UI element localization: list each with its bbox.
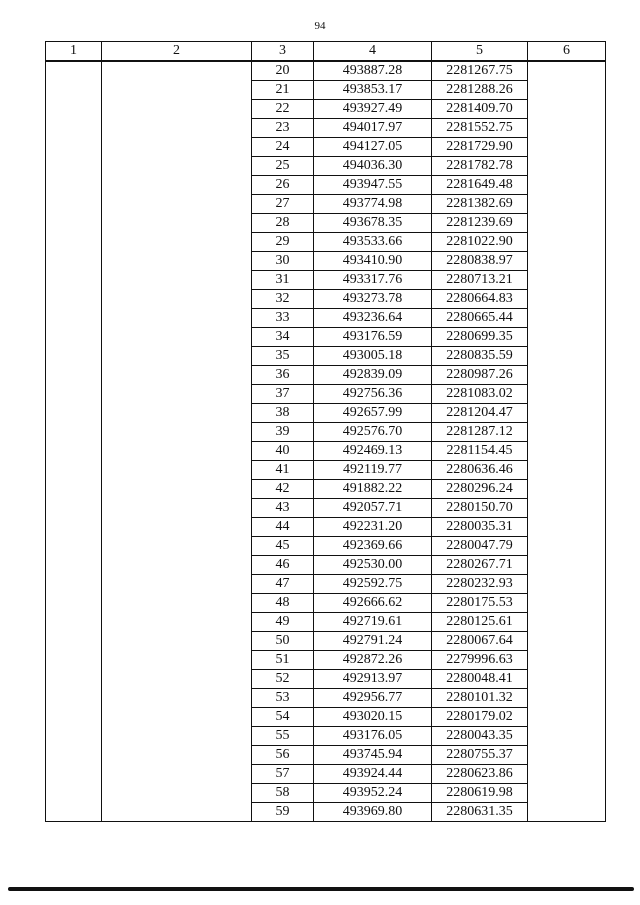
x-coordinate-cell: 493952.24 — [314, 784, 432, 803]
y-coordinate-cell: 2281382.69 — [432, 195, 528, 214]
x-coordinate-cell: 492956.77 — [314, 689, 432, 708]
point-number-cell: 21 — [252, 81, 314, 100]
x-coordinate-cell: 493020.15 — [314, 708, 432, 727]
x-coordinate-cell: 493236.64 — [314, 309, 432, 328]
column-header: 1 — [46, 42, 102, 62]
point-number-cell: 48 — [252, 594, 314, 613]
y-coordinate-cell: 2280150.70 — [432, 499, 528, 518]
column-header: 5 — [432, 42, 528, 62]
x-coordinate-cell: 492756.36 — [314, 385, 432, 404]
x-coordinate-cell: 493924.44 — [314, 765, 432, 784]
table-header-row — [46, 42, 606, 62]
column-header: 2 — [102, 42, 252, 62]
y-coordinate-cell: 2280101.32 — [432, 689, 528, 708]
y-coordinate-cell: 2280699.35 — [432, 328, 528, 347]
y-coordinate-cell: 2281409.70 — [432, 100, 528, 119]
point-number-cell: 32 — [252, 290, 314, 309]
x-coordinate-cell: 493947.55 — [314, 176, 432, 195]
column-header: 6 — [528, 42, 606, 62]
table-row — [46, 61, 606, 81]
x-coordinate-cell: 492791.24 — [314, 632, 432, 651]
point-number-cell: 24 — [252, 138, 314, 157]
y-coordinate-cell: 2280232.93 — [432, 575, 528, 594]
y-coordinate-cell: 2281022.90 — [432, 233, 528, 252]
x-coordinate-cell: 493927.49 — [314, 100, 432, 119]
point-number-cell: 49 — [252, 613, 314, 632]
y-coordinate-cell: 2280043.35 — [432, 727, 528, 746]
point-number-cell: 54 — [252, 708, 314, 727]
y-coordinate-cell: 2280623.86 — [432, 765, 528, 784]
point-number-cell: 50 — [252, 632, 314, 651]
x-coordinate-cell: 492913.97 — [314, 670, 432, 689]
x-coordinate-cell: 492839.09 — [314, 366, 432, 385]
point-number-cell: 30 — [252, 252, 314, 271]
point-number-cell: 57 — [252, 765, 314, 784]
point-number-cell: 36 — [252, 366, 314, 385]
point-number-cell: 52 — [252, 670, 314, 689]
column-1-cell — [46, 61, 102, 822]
x-coordinate-cell: 492576.70 — [314, 423, 432, 442]
x-coordinate-cell: 492719.61 — [314, 613, 432, 632]
y-coordinate-cell: 2280619.98 — [432, 784, 528, 803]
point-number-cell: 38 — [252, 404, 314, 423]
point-number-cell: 25 — [252, 157, 314, 176]
y-coordinate-cell: 2281267.75 — [432, 61, 528, 81]
y-coordinate-cell: 2281729.90 — [432, 138, 528, 157]
point-number-cell: 27 — [252, 195, 314, 214]
point-number-cell: 39 — [252, 423, 314, 442]
table-body — [46, 61, 606, 822]
x-coordinate-cell: 492666.62 — [314, 594, 432, 613]
y-coordinate-cell: 2281649.48 — [432, 176, 528, 195]
y-coordinate-cell: 2280664.83 — [432, 290, 528, 309]
x-coordinate-cell: 492369.66 — [314, 537, 432, 556]
point-number-cell: 33 — [252, 309, 314, 328]
y-coordinate-cell: 2280713.21 — [432, 271, 528, 290]
point-number-cell: 23 — [252, 119, 314, 138]
x-coordinate-cell: 493005.18 — [314, 347, 432, 366]
point-number-cell: 20 — [252, 61, 314, 81]
point-number-cell: 34 — [252, 328, 314, 347]
y-coordinate-cell: 2280665.44 — [432, 309, 528, 328]
point-number-cell: 43 — [252, 499, 314, 518]
x-coordinate-cell: 493176.59 — [314, 328, 432, 347]
y-coordinate-cell: 2281154.45 — [432, 442, 528, 461]
footer-rule — [8, 887, 634, 891]
y-coordinate-cell: 2280838.97 — [432, 252, 528, 271]
y-coordinate-cell: 2281239.69 — [432, 214, 528, 233]
x-coordinate-cell: 494036.30 — [314, 157, 432, 176]
x-coordinate-cell: 492657.99 — [314, 404, 432, 423]
x-coordinate-cell: 493176.05 — [314, 727, 432, 746]
column-2-cell — [102, 61, 252, 822]
point-number-cell: 47 — [252, 575, 314, 594]
point-number-cell: 51 — [252, 651, 314, 670]
y-coordinate-cell: 2281552.75 — [432, 119, 528, 138]
x-coordinate-cell: 493273.78 — [314, 290, 432, 309]
column-header: 3 — [252, 42, 314, 62]
x-coordinate-cell: 493678.35 — [314, 214, 432, 233]
y-coordinate-cell: 2281083.02 — [432, 385, 528, 404]
point-number-cell: 44 — [252, 518, 314, 537]
column-header: 4 — [314, 42, 432, 62]
coordinates-table — [45, 41, 606, 822]
y-coordinate-cell: 2280631.35 — [432, 803, 528, 822]
y-coordinate-cell: 2281287.12 — [432, 423, 528, 442]
y-coordinate-cell: 2280067.64 — [432, 632, 528, 651]
x-coordinate-cell: 493317.76 — [314, 271, 432, 290]
x-coordinate-cell: 492057.71 — [314, 499, 432, 518]
point-number-cell: 29 — [252, 233, 314, 252]
point-number-cell: 28 — [252, 214, 314, 233]
x-coordinate-cell: 493887.28 — [314, 61, 432, 81]
x-coordinate-cell: 492119.77 — [314, 461, 432, 480]
point-number-cell: 35 — [252, 347, 314, 366]
column-6-cell — [528, 61, 606, 822]
y-coordinate-cell: 2281782.78 — [432, 157, 528, 176]
y-coordinate-cell: 2280179.02 — [432, 708, 528, 727]
point-number-cell: 58 — [252, 784, 314, 803]
point-number-cell: 37 — [252, 385, 314, 404]
x-coordinate-cell: 492469.13 — [314, 442, 432, 461]
point-number-cell: 45 — [252, 537, 314, 556]
page-number: 94 — [314, 20, 326, 32]
x-coordinate-cell: 492231.20 — [314, 518, 432, 537]
x-coordinate-cell: 491882.22 — [314, 480, 432, 499]
y-coordinate-cell: 2280035.31 — [432, 518, 528, 537]
point-number-cell: 46 — [252, 556, 314, 575]
x-coordinate-cell: 494017.97 — [314, 119, 432, 138]
x-coordinate-cell: 493410.90 — [314, 252, 432, 271]
x-coordinate-cell: 493533.66 — [314, 233, 432, 252]
x-coordinate-cell: 492592.75 — [314, 575, 432, 594]
y-coordinate-cell: 2280048.41 — [432, 670, 528, 689]
x-coordinate-cell: 493853.17 — [314, 81, 432, 100]
point-number-cell: 26 — [252, 176, 314, 195]
y-coordinate-cell: 2280047.79 — [432, 537, 528, 556]
x-coordinate-cell: 494127.05 — [314, 138, 432, 157]
y-coordinate-cell: 2280987.26 — [432, 366, 528, 385]
y-coordinate-cell: 2280175.53 — [432, 594, 528, 613]
point-number-cell: 53 — [252, 689, 314, 708]
point-number-cell: 22 — [252, 100, 314, 119]
y-coordinate-cell: 2279996.63 — [432, 651, 528, 670]
point-number-cell: 59 — [252, 803, 314, 822]
point-number-cell: 41 — [252, 461, 314, 480]
x-coordinate-cell: 493969.80 — [314, 803, 432, 822]
y-coordinate-cell: 2280296.24 — [432, 480, 528, 499]
x-coordinate-cell: 492530.00 — [314, 556, 432, 575]
y-coordinate-cell: 2280835.59 — [432, 347, 528, 366]
y-coordinate-cell: 2281204.47 — [432, 404, 528, 423]
point-number-cell: 42 — [252, 480, 314, 499]
y-coordinate-cell: 2280267.71 — [432, 556, 528, 575]
x-coordinate-cell: 492872.26 — [314, 651, 432, 670]
y-coordinate-cell: 2280125.61 — [432, 613, 528, 632]
x-coordinate-cell: 493745.94 — [314, 746, 432, 765]
point-number-cell: 56 — [252, 746, 314, 765]
point-number-cell: 31 — [252, 271, 314, 290]
point-number-cell: 55 — [252, 727, 314, 746]
x-coordinate-cell: 493774.98 — [314, 195, 432, 214]
point-number-cell: 40 — [252, 442, 314, 461]
y-coordinate-cell: 2281288.26 — [432, 81, 528, 100]
y-coordinate-cell: 2280636.46 — [432, 461, 528, 480]
y-coordinate-cell: 2280755.37 — [432, 746, 528, 765]
